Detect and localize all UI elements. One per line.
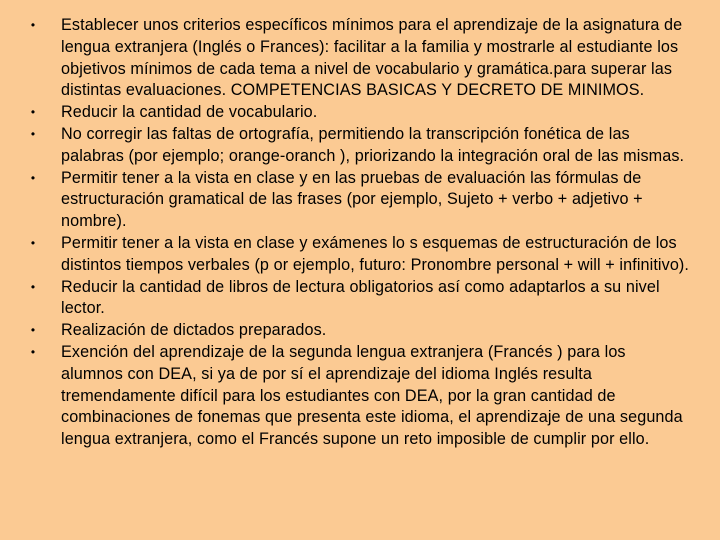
bullet-icon: • [30,323,36,338]
bullet-item [26,342,690,451]
bullet-item [26,15,690,102]
bullet-text: Permitir tener a la vista en clase y en las pruebas de evaluación las fórmulas de estructuración gramatical de las frases (por ejemplo, Sujeto + verbo + adjetivo + nombre). [61,168,643,231]
bullet-icon: • [30,105,36,120]
bullet-item [26,320,690,342]
bullet-icon: • [30,344,36,359]
bullet-text: Establecer unos criterios específicos mínimos para el aprendizaje de la asignatura de lengua extranjera (Inglés o Frances): facilitar a la familia y mostrarle al estudiante los objetivos mínimos de cada tema a nivel de vocabulario y gramática.para superar las distintas evaluaciones. COMPETENCIAS BASICAS Y DECRETO DE MINIMOS. [61,16,683,100]
bullet-item [26,277,690,321]
bullet-icon: • [30,170,36,185]
bullet-text: Reducir la cantidad de libros de lectura obligatorios así como adaptarlos a su nivel lector. [61,277,660,318]
bullet-icon: • [30,279,36,294]
bullet-icon: • [30,235,36,250]
bullet-icon: • [30,126,36,141]
bullet-text: No corregir las faltas de ortografía, permitiendo la transcripción fonética de las palabras (por ejemplo; orange-oranch ), priorizando la integración oral de las mismas. [61,124,685,165]
bullet-text: Reducir la cantidad de vocabulario. [61,103,318,122]
bullet-text: Permitir tener a la vista en clase y exámenes lo s esquemas de estructuración de los distintos tiempos verbales (p or ejemplo, futuro: Pronombre personal + will + infinitivo). [61,233,690,274]
bullet-item [26,124,690,168]
bullet-text: Realización de dictados preparados. [61,321,327,340]
bullet-text: Exención del aprendizaje de la segunda lengua extranjera (Francés ) para los alumnos con DEA, si ya de por sí el aprendizaje del idioma Inglés resulta tremendamente difícil para los estudiantes con DEA, por la gran cantidad de combinaciones de fonemas que presenta este idioma, el aprendizaje de una segunda lengua extranjera, como el Francés supone un reto imposible de cumplir por ello. [61,342,683,449]
bullet-list [26,15,690,451]
bullet-icon: • [30,18,36,32]
bullet-item [26,102,690,124]
bullet-item [26,233,690,277]
bullet-item [26,168,690,233]
